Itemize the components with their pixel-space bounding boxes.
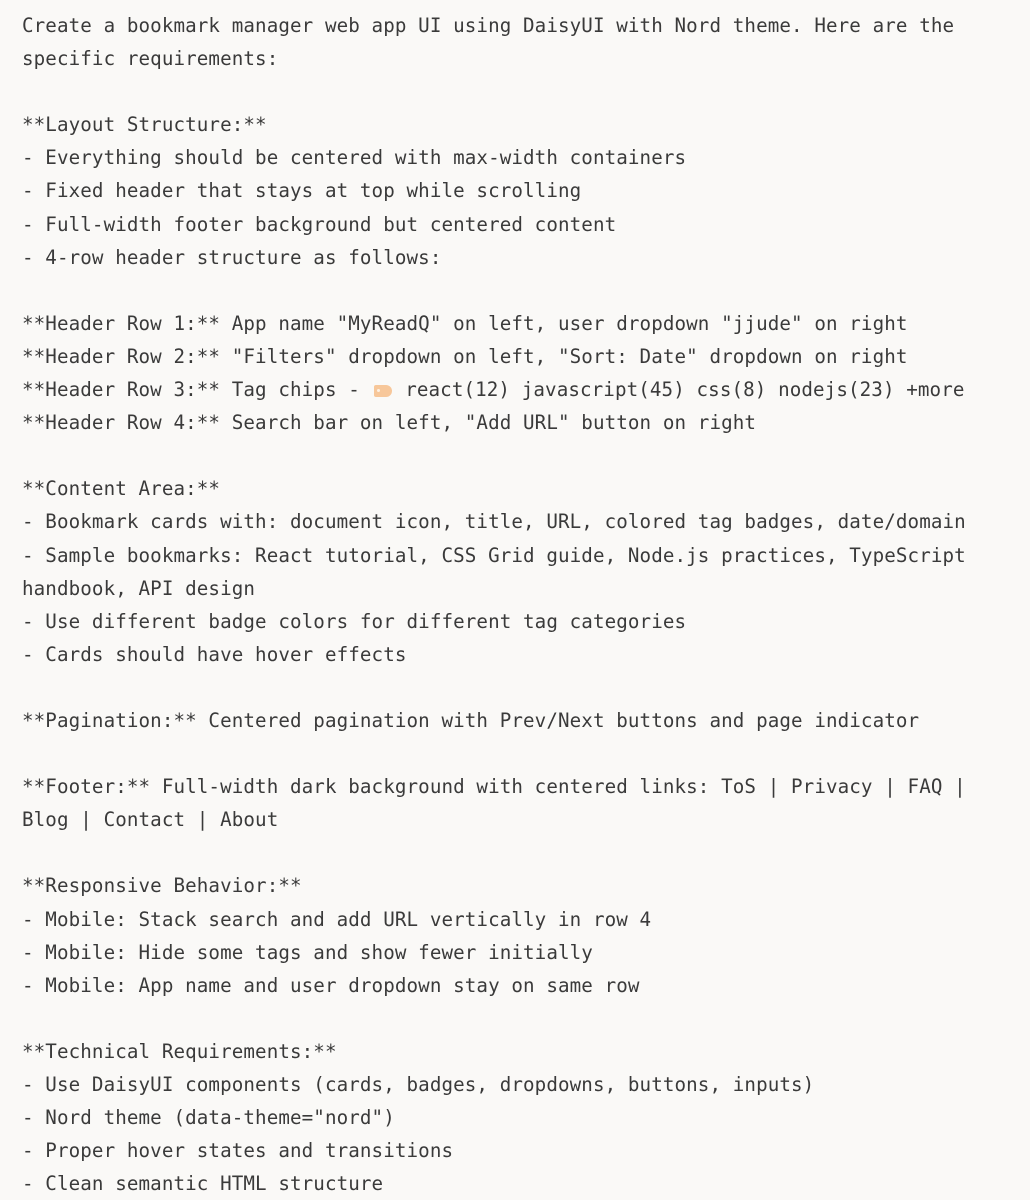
blank-line (22, 737, 1030, 770)
text-line: handbook, API design (22, 576, 256, 600)
blank-line (22, 75, 1030, 108)
blank-line (22, 439, 1030, 472)
text-line: - Cards should have hover effects (22, 642, 407, 666)
row3-prefix: **Header Row 3:** Tag chips - (22, 378, 372, 402)
tag-icon (374, 385, 392, 397)
section-heading: **Technical Requirements:** (22, 1039, 337, 1063)
text-line: - Bookmark cards with: document icon, title, URL, colored tag badges, date/domain (22, 510, 966, 534)
text-line: - 4-row header structure as follows: (22, 245, 442, 269)
text-line: Create a bookmark manager web app UI using DaisyUI with Nord theme. Here are the (22, 14, 955, 37)
blank-line (22, 671, 1030, 704)
blank-line (22, 836, 1030, 869)
text-line: - Mobile: Stack search and add URL vertically in row 4 (22, 907, 652, 931)
text-line: - Fixed header that stays at top while scrolling (22, 179, 582, 203)
footer-line: **Footer:** Full-width dark background with centered links: ToS | Privacy | FAQ | (22, 775, 966, 799)
text-line: specific requirements: (22, 47, 279, 71)
text-line: Blog | Contact | About (22, 808, 279, 832)
blank-line (22, 1002, 1030, 1035)
text-line: - Proper hover states and transitions (22, 1139, 454, 1163)
text-line: - Sample bookmarks: React tutorial, CSS Grid guide, Node.js practices, TypeScript (22, 543, 966, 567)
header-row-1-line: **Header Row 1:** App name "MyReadQ" on left, user dropdown "jjude" on right (22, 311, 908, 335)
header-row-2-line: **Header Row 2:** "Filters" dropdown on left, "Sort: Date" dropdown on right (22, 344, 908, 368)
text-line: - Nord theme (data-theme="nord") (22, 1106, 395, 1130)
text-line: - Full-width footer background but centered content (22, 212, 617, 236)
section-heading: **Content Area:** (22, 477, 221, 501)
text-line: - Mobile: App name and user dropdown stay on same row (22, 973, 640, 997)
text-line: - Everything should be centered with max-width containers (22, 146, 687, 170)
header-row-3-line (22, 373, 1030, 406)
text-line: - Clean semantic HTML structure (22, 1172, 384, 1196)
row3-suffix: react(12) javascript(45) css(8) nodejs(23) +more (393, 378, 965, 402)
text-line: - Use different badge colors for different tag categories (22, 609, 687, 633)
section-heading: **Responsive Behavior:** (22, 874, 302, 898)
text-line: - Mobile: Hide some tags and show fewer initially (22, 940, 593, 964)
section-heading: **Layout Structure:** (22, 113, 267, 137)
header-row-4-line: **Header Row 4:** Search bar on left, "Add URL" button on right (22, 411, 757, 435)
blank-line (22, 274, 1030, 307)
text-line: - Use DaisyUI components (cards, badges, dropdowns, buttons, inputs) (22, 1073, 815, 1096)
pagination-line: **Pagination:** Centered pagination with Prev/Next buttons and page indicator (22, 708, 920, 732)
